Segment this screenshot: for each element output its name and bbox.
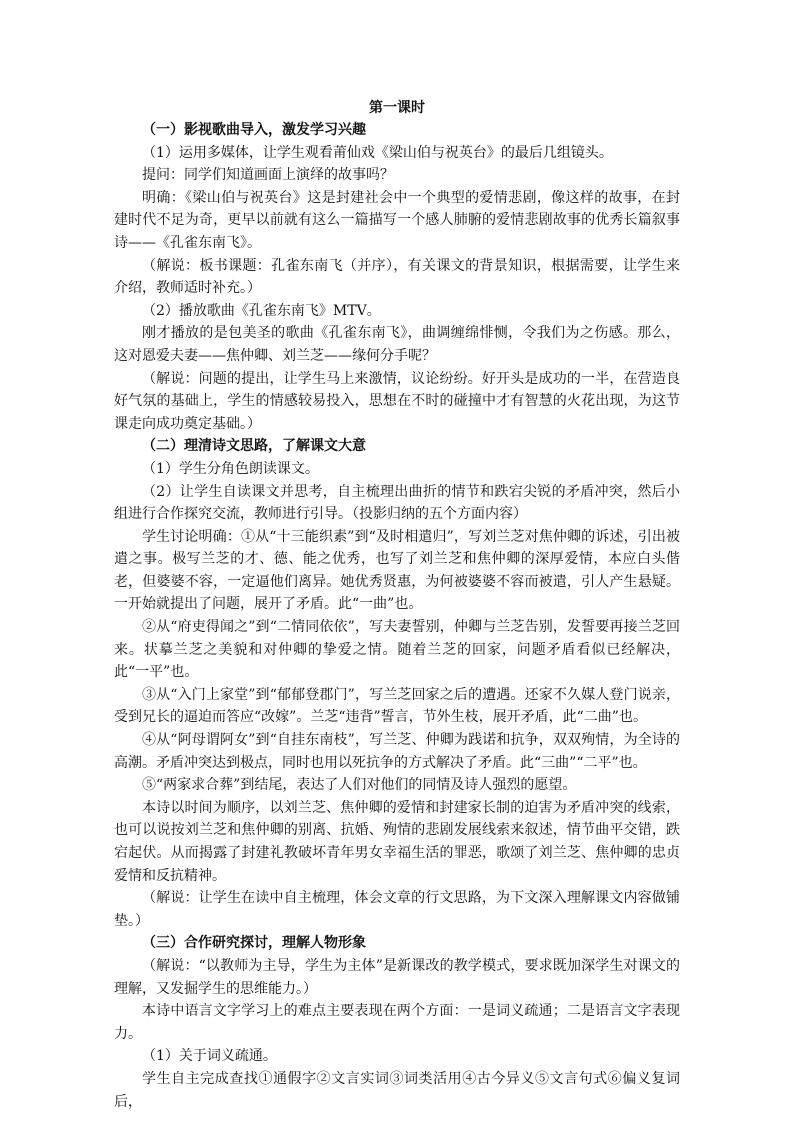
document-page [114,97,680,1113]
paragraph: （1）关于词义疏通。 [142,1048,277,1065]
paragraph: （1）学生分角色朗读课文。 [142,460,319,477]
section-heading: （二）理清诗文思路，了解课文大意 [142,438,366,455]
paragraph: ②从“府吏得闻之”到“二情同依依”，写夫妻誓别，仲卿与兰芝告别，发誓要再接兰芝回来。状摹兰芝之美貌和对仲卿的挚爱之情。随着兰芝的回家，问题矛盾看似已经解决，此“一平”也。 [114,619,680,681]
section-3 [114,932,680,1113]
paragraph: 学生讨论明确：①从“十三能织素”到“及时相遣归”，写刘兰芝对焦仲卿的诉述，引出被遣之事。极写兰芝的才、德、能之优秀，也写了刘兰芝和焦仲卿的深厚爱情，本应白头偕老，但婆婆不容，一定逼他们离异。她优秀贤惠，为何被婆婆不容而被遣，引人产生悬疑。一开始就提出了问题，展开了矛盾。此“一曲”也。 [114,528,680,613]
section-heading: （一）影视歌曲导入，激发学习兴趣 [142,122,366,138]
paragraph: ④从“阿母谓阿女”到“自挂东南枝”，写兰芝、仲卿为践诺和抗争，双双殉情，为全诗的高潮。矛盾冲突达到极点，同时也用以死抗争的方式解决了矛盾。此“三曲”“二平”也。 [114,732,680,771]
paragraph: 明确：《梁山伯与祝英台》这是封建社会中一个典型的爱情悲剧，像这样的故事，在封建时代不足为奇，更早以前就有这么一篇描写一个感人肺腑的爱情悲剧故事的优秀长篇叙事诗——《孔雀东南飞》。 [114,189,680,251]
paragraph: ③从“入门上家堂”到“郁郁登郡门”，写兰芝回家之后的遭遇。还家不久媒人登门说亲，受到兄长的逼迫而答应“改嫁”。兰芝“违背”誓言，节外生枝，展开矛盾，此“二曲”也。 [114,686,680,726]
paragraph: 本诗中语言文字学习上的难点主要表现在两个方面：一是词义疏通；二是语言文字表现力。 [114,1003,680,1042]
paragraph: 提问：同学们知道画面上演绎的故事吗？ [142,167,394,184]
paragraph: （解说：让学生在读中自主梳理，体会文章的行文思路，为下文深入理解课文内容做铺垫。） [114,890,680,929]
section-2 [114,435,680,932]
paragraph: 刚才播放的是包美圣的歌曲《孔雀东南飞》，曲调缠绵悱恻，令我们为之伤感。那么，这对恩爱夫妻——焦仲卿、刘兰芝——缘何分手呢？ [114,325,680,364]
paragraph: （1）运用多媒体，让学生观看莆仙戏《梁山伯与祝英台》的最后几组镜头。 [142,144,613,161]
paragraph: （解说：板书课题：孔雀东南飞（并序），有关课文的背景知识，根据需要，让学生来介绍，教师适时补充。） [114,257,680,297]
paragraph: （解说：“以教师为主导，学生为主体”是新课改的教学模式，要求既加深学生对课文的理解，又发掘学生的思维能力。） [114,957,680,997]
paragraph: ⑤“两家求合葬”到结尾，表达了人们对他们的同情及诗人强烈的愿望。 [142,777,577,794]
lesson-title: 第一课时 [369,100,425,116]
paragraph: 学生自主完成查找①通假字②文言实词③词类活用④古今异义⑤文言句式⑥偏义复词后， [114,1070,680,1110]
paragraph: （2）让学生自读课文并思考，自主梳理出曲折的情节和跌宕尖锐的矛盾冲突，然后小组进行合作探究交流，教师进行引导。（投影归纳的五个方面内容） [114,483,680,523]
paragraph: （解说：问题的提出，让学生马上来激情，议论纷纷。好开头是成功的一半，在营造良好气氛的基础上，学生的情感较易投入，思想在不时的碰撞中才有智慧的火花出现，为这节课走向成功奠定基础。） [114,370,680,432]
paragraph: （2）播放歌曲《孔雀东南飞》MTV。 [142,302,381,319]
section-1 [114,119,680,435]
paragraph: 本诗以时间为顺序，以刘兰芝、焦仲卿的爱情和封建家长制的迫害为矛盾冲突的线索，也可以说按刘兰芝和焦仲卿的别离、抗婚、殉情的悲剧发展线索来叙述，情节曲平交错，跌宕起伏。从而揭露了封建礼教破坏青年男女幸福生活的罪恶，歌颂了刘兰芝、焦仲卿的忠贞爱情和反抗精神。 [114,799,680,884]
section-heading: （三）合作研究探讨，理解人物形象 [142,935,366,952]
